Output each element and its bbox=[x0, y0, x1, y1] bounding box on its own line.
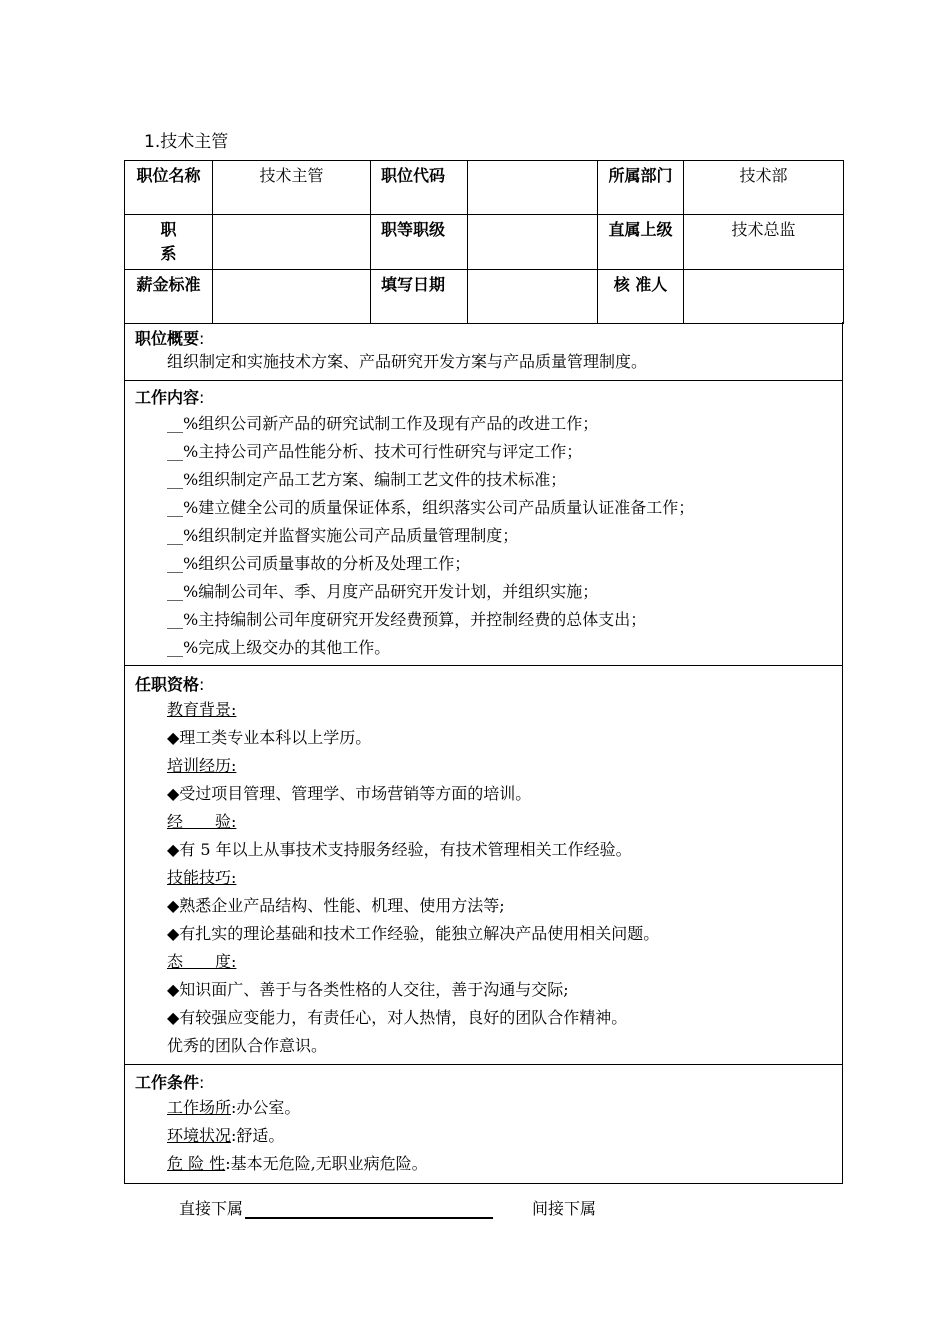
duties-section bbox=[124, 381, 843, 666]
environment-row bbox=[167, 1122, 842, 1150]
position-name-value: 技术主管 bbox=[213, 161, 371, 215]
supervisor-label: 直属上级 bbox=[598, 215, 684, 270]
indirect-subordinates-label: 间接下属 bbox=[532, 1199, 597, 1218]
page-heading: 1.技术主管 bbox=[144, 132, 229, 152]
experience-text: ◆有 5 年以上从事技术支持服务经验，有技术管理相关工作经验。 bbox=[167, 840, 632, 859]
fill-date-value bbox=[468, 270, 598, 324]
grade-value bbox=[468, 215, 598, 270]
duty-item: __%主持编制公司年度研究开发经费预算，并控制经费的总体支出； bbox=[167, 610, 647, 629]
department-label: 所属部门 bbox=[598, 161, 684, 215]
fill-date-label: 填写日期 bbox=[371, 270, 468, 324]
conditions-section bbox=[124, 1065, 843, 1184]
education-label: 教育背景: bbox=[167, 700, 237, 719]
workplace-value: :办公室。 bbox=[231, 1098, 301, 1117]
training-text: ◆受过项目管理、管理学、市场营销等方面的培训。 bbox=[167, 784, 532, 803]
duty-item: __%主持公司产品性能分析、技术可行性研究与评定工作； bbox=[167, 442, 583, 461]
environment-value: :舒适。 bbox=[231, 1126, 285, 1145]
approver-value bbox=[684, 270, 844, 324]
duties-colon: : bbox=[199, 388, 205, 407]
summary-colon: : bbox=[199, 329, 205, 348]
indirect-subordinates bbox=[532, 1196, 596, 1219]
training-label: 培训经历: bbox=[167, 756, 237, 775]
grade-label: 职等职级 bbox=[371, 215, 468, 270]
direct-subordinates-label: 直接下属 bbox=[179, 1199, 244, 1218]
conditions-title-text: 工作条件 bbox=[135, 1073, 200, 1092]
qualifications-colon: : bbox=[199, 675, 205, 694]
position-code-label: 职位代码 bbox=[371, 161, 468, 215]
duty-item: __%编制公司年、季、月度产品研究开发计划，并组织实施； bbox=[167, 582, 599, 601]
qualifications-section bbox=[124, 666, 843, 1065]
job-family-value bbox=[213, 215, 371, 270]
skills-text-1: ◆熟悉企业产品结构、性能、机理、使用方法等; bbox=[167, 896, 505, 915]
experience-label: 经 验: bbox=[167, 812, 237, 831]
salary-value bbox=[213, 270, 371, 324]
summary-text: 组织制定和实施技术方案、产品研究开发方案与产品质量管理制度。 bbox=[167, 352, 648, 371]
conditions-colon: : bbox=[199, 1073, 205, 1092]
skills-label: 技能技巧: bbox=[167, 868, 237, 887]
duty-item: __%完成上级交办的其他工作。 bbox=[167, 638, 391, 657]
position-name-label: 职位名称 bbox=[125, 161, 213, 215]
duty-item: __%组织公司新产品的研究试制工作及现有产品的改进工作； bbox=[167, 414, 599, 433]
duty-item: __%组织制定并监督实施公司产品质量管理制度； bbox=[167, 526, 519, 545]
direct-subordinates-line bbox=[245, 1199, 493, 1219]
duties-title-text: 工作内容 bbox=[135, 388, 200, 407]
summary-title-text: 职位概要 bbox=[135, 329, 200, 348]
duties-title bbox=[135, 385, 842, 408]
attitude-text-2: ◆有较强应变能力，有责任心，对人热情，良好的团队合作精神。 bbox=[167, 1008, 628, 1027]
position-code-value bbox=[468, 161, 598, 215]
attitude-label: 态 度: bbox=[167, 952, 237, 971]
job-info-table bbox=[124, 160, 844, 324]
duty-item: __%组织公司质量事故的分析及处理工作； bbox=[167, 554, 471, 573]
qualifications-title-text: 任职资格 bbox=[135, 675, 200, 694]
attitude-text-3: 优秀的团队合作意识。 bbox=[167, 1036, 328, 1055]
risk-row bbox=[167, 1150, 842, 1178]
summary-section bbox=[124, 322, 843, 381]
qualifications-title bbox=[135, 672, 842, 695]
attitude-text-1: ◆知识面广、善于与各类性格的人交往，善于沟通与交际; bbox=[167, 980, 569, 999]
risk-label: 危 险 性 bbox=[167, 1154, 226, 1173]
summary-title bbox=[135, 326, 842, 349]
skills-text-2: ◆有扎实的理论基础和技术工作经验，能独立解决产品使用相关问题。 bbox=[167, 924, 660, 943]
workplace-label: 工作场所 bbox=[167, 1098, 232, 1117]
approver-label: 核 准人 bbox=[598, 270, 684, 324]
environment-label: 环境状况 bbox=[167, 1126, 232, 1145]
risk-value: :基本无危险,无职业病危险。 bbox=[225, 1154, 428, 1173]
education-text: ◆理工类专业本科以上学历。 bbox=[167, 728, 372, 747]
duty-item: __%建立健全公司的质量保证体系，组织落实公司产品质量认证准备工作； bbox=[167, 498, 695, 517]
job-family-label bbox=[125, 215, 213, 270]
conditions-title bbox=[135, 1070, 842, 1093]
workplace-row bbox=[167, 1094, 842, 1122]
department-value: 技术部 bbox=[684, 161, 844, 215]
salary-label: 薪金标准 bbox=[125, 270, 213, 324]
duty-item: __%组织制定产品工艺方案、编制工艺文件的技术标准； bbox=[167, 470, 567, 489]
job-family-label-2: 系 bbox=[160, 244, 177, 263]
job-family-label-1: 职 bbox=[160, 220, 177, 239]
direct-subordinates bbox=[179, 1196, 493, 1219]
supervisor-value: 技术总监 bbox=[684, 215, 844, 270]
